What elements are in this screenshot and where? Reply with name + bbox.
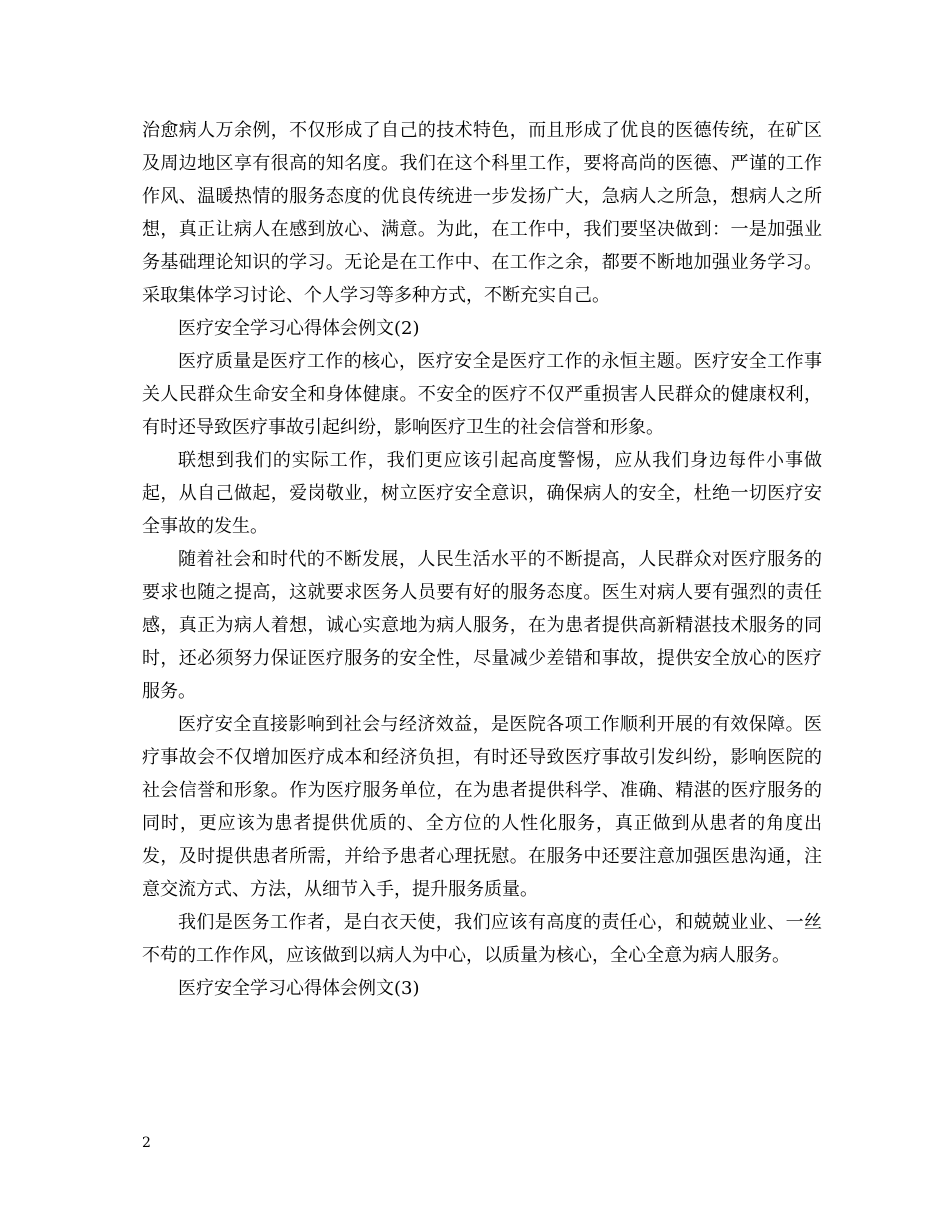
paragraph-medical-workers: 我们是医务工作者，是白衣天使，我们应该有高度的责任心，和兢兢业业、一丝不苟的工作作风，应该做到以病人为中心，以质量为核心，全心全意为病人服务。 bbox=[142, 912, 822, 966]
paragraph-continuation: 治愈病人万余例，不仅形成了自己的技术特色，而且形成了优良的医德传统，在矿区及周边地区享有很高的知名度。我们在这个科里工作，要将高尚的医德、严谨的工作作风、温暖热情的服务态度的优良传统进一步发扬广大，急病人之所急，想病人之所想，真正让病人在感到放心、满意。为此，在工作中，我们要坚决做到：一是加强业务基础理论知识的学习。无论是在工作中、在工作之余，都要不断地加强业务学习。采取集体学习讨论、个人学习等多种方式，不断充实自己。 bbox=[142, 120, 822, 306]
section-heading-example-2: 医疗安全学习心得体会例文(2) bbox=[178, 318, 420, 339]
document-body bbox=[142, 114, 822, 1005]
paragraph-economic-benefit: 医疗安全直接影响到社会与经济效益，是医院各项工作顺利开展的有效保障。医疗事故会不仅增加医疗成本和经济负担，有时还导致医疗事故引发纠纷，影响医院的社会信誉和形象。作为医疗服务单位，在为患者提供科学、准确、精湛的医疗服务的同时，更应该为患者提供优质的、全方位的人性化服务，真正做到从患者的角度出发，及时提供患者所需，并给予患者心理抚慰。在服务中还要注意加强医患沟通，注意交流方式、方法，从细节入手，提升服务质量。 bbox=[142, 714, 822, 900]
section-heading-example-3: 医疗安全学习心得体会例文(3) bbox=[178, 978, 420, 999]
paragraph-service-attitude: 随着社会和时代的不断发展，人民生活水平的不断提高，人民群众对医疗服务的要求也随之提高，这就要求医务人员要有好的服务态度。医生对病人要有强烈的责任感，真正为病人着想，诚心实意地为病人服务，在为患者提供高新精湛技术服务的同时，还必须努力保证医疗服务的安全性，尽量减少差错和事故，提供安全放心的医疗服务。 bbox=[142, 549, 822, 702]
paragraph-actual-work: 联想到我们的实际工作，我们更应该引起高度警惕，应从我们身边每件小事做起，从自己做起，爱岗敬业，树立医疗安全意识，确保病人的安全，杜绝一切医疗安全事故的发生。 bbox=[142, 450, 822, 537]
paragraph-medical-quality: 医疗质量是医疗工作的核心，医疗安全是医疗工作的永恒主题。医疗安全工作事关人民群众生命安全和身体健康。不安全的医疗不仅严重损害人民群众的健康权利，有时还导致医疗事故引起纠纷，影响医疗卫生的社会信誉和形象。 bbox=[142, 351, 822, 438]
page-number: 2 bbox=[142, 1135, 151, 1151]
